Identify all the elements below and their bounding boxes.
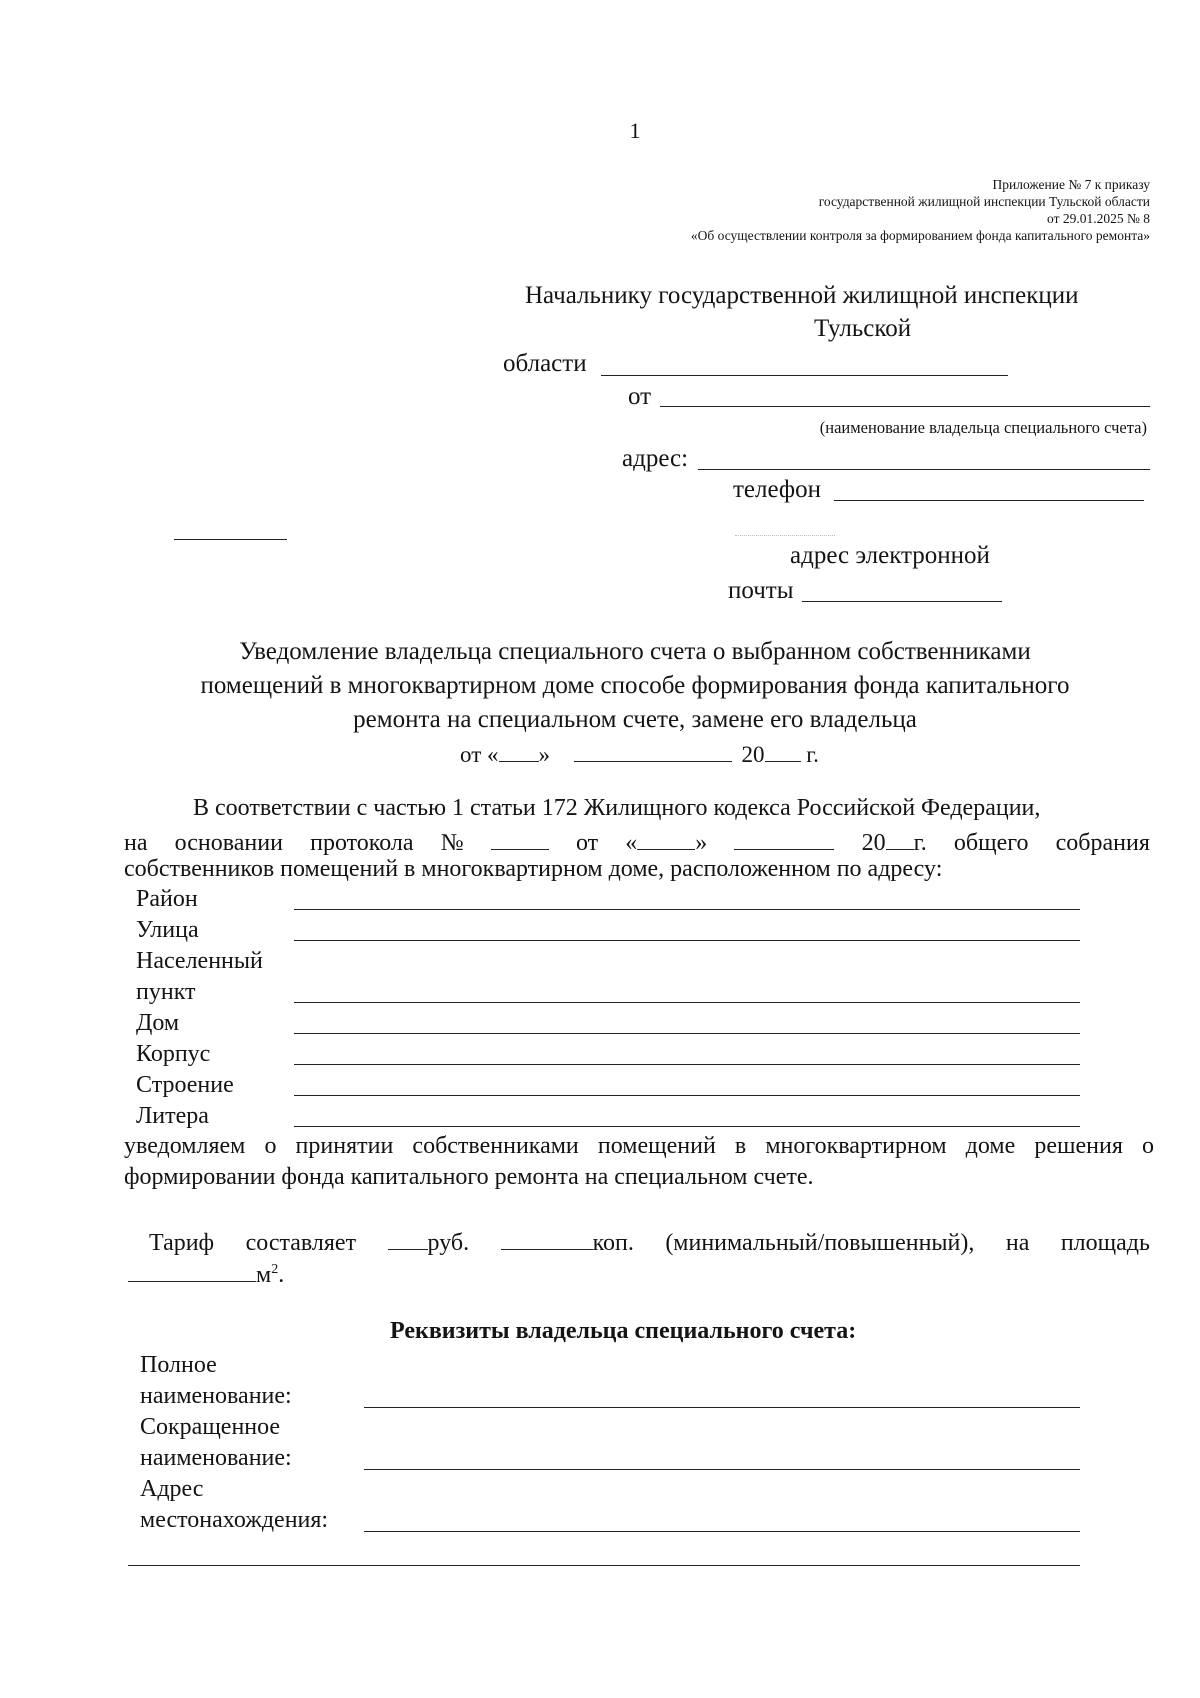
title-line-2: помещений в многоквартирном доме способе формирования фонда капитального xyxy=(200,672,1070,699)
title-date-year: 20 xyxy=(741,742,765,767)
paragraph-2-line-2: формировании фонда капитального ремонта на специальном счете. xyxy=(124,1164,814,1190)
addressee-line-1: Начальнику государственной жилищной инспекции xyxy=(525,282,1079,309)
field-letter: Литера xyxy=(136,1103,209,1129)
title-date-g: г. xyxy=(806,742,819,767)
title-date-from: от « xyxy=(460,742,499,767)
p1-w5: от xyxy=(575,830,599,856)
title-line-3: ремонта на специальном счете, замене его владельца xyxy=(353,706,917,733)
annex-line-1: Приложение № 7 к приказу xyxy=(992,177,1150,192)
tariff-line-2 xyxy=(128,1257,284,1289)
annex-line-3: от 29.01.2025 № 8 xyxy=(1047,211,1150,226)
house-blank-line xyxy=(294,1033,1080,1034)
tariff-kop-blank xyxy=(501,1225,593,1250)
req-short-name-1: Сокращенное xyxy=(140,1414,281,1440)
document-title xyxy=(0,635,1200,737)
req-full-name-2: наименование: xyxy=(140,1383,292,1409)
title-date xyxy=(460,738,819,768)
address-blank-line xyxy=(698,469,1150,470)
requisites-heading: Реквизиты владельца специального счета: xyxy=(390,1318,857,1344)
title-month-blank xyxy=(574,738,732,762)
title-day-blank xyxy=(499,738,539,762)
tariff-w1: Тариф xyxy=(149,1230,215,1256)
annex-line-4: «Об осуществлении контроля за формированием фонда капитального ремонта» xyxy=(690,228,1150,243)
protocol-number-blank xyxy=(491,825,549,850)
email-label-1: адрес электронной xyxy=(790,542,990,569)
protocol-month-blank xyxy=(734,825,834,850)
left-short-line xyxy=(174,539,287,540)
req-address-1: Адрес xyxy=(140,1476,204,1502)
final-blank-line xyxy=(128,1565,1080,1566)
field-district: Район xyxy=(136,886,198,912)
building-blank-line xyxy=(294,1064,1080,1065)
email-label-2: почты xyxy=(728,577,794,604)
scan-smudge xyxy=(735,535,835,536)
address-location-blank-line xyxy=(364,1531,1080,1532)
tariff-w6: на xyxy=(1005,1230,1030,1256)
short-name-blank-line xyxy=(364,1469,1080,1470)
p1-w3: протокола xyxy=(310,830,414,856)
field-settlement-1: Населенный xyxy=(136,948,263,974)
p1-w1: на xyxy=(124,830,148,856)
title-year-blank xyxy=(765,738,801,762)
tariff-unit-end: . xyxy=(278,1262,285,1288)
street-blank-line xyxy=(294,940,1080,941)
tariff-w3: руб. xyxy=(427,1230,470,1256)
from-blank-line xyxy=(660,406,1150,407)
tariff-unit-sup: 2 xyxy=(271,1262,279,1277)
p1-w2: основании xyxy=(174,830,283,856)
p1-w11: собрания xyxy=(1055,830,1150,856)
annex-line-2: государственной жилищной инспекции Тульской области xyxy=(818,194,1150,209)
paragraph-1-line-1: В соответствии с частью 1 статьи 172 Жилищного кодекса Российской Федерации, xyxy=(193,795,1041,821)
protocol-year-blank xyxy=(886,825,914,850)
p1-w8: 20 xyxy=(861,830,886,856)
req-short-name-2: наименование: xyxy=(140,1445,292,1471)
page-number: 1 xyxy=(629,118,641,143)
paragraph-2-line-1: уведомляем о принятии собственниками помещений в многоквартирном доме решения о xyxy=(124,1133,1154,1159)
tariff-rub-blank xyxy=(388,1225,428,1250)
req-address-2: местонахождения: xyxy=(140,1507,329,1533)
address-label: адрес: xyxy=(622,445,689,472)
title-date-close: » xyxy=(538,742,550,767)
tariff-w7: площадь xyxy=(1060,1230,1150,1256)
from-hint: (наименование владельца специального счета) xyxy=(819,418,1147,437)
email-blank-line xyxy=(802,601,1002,602)
tariff-w2: составляет xyxy=(245,1230,357,1256)
settlement-blank-line xyxy=(294,1002,1080,1003)
p1-w7: » xyxy=(695,830,708,856)
tariff-line-1 xyxy=(149,1225,1150,1257)
field-street: Улица xyxy=(136,917,199,943)
phone-blank-line xyxy=(834,500,1144,501)
field-settlement-2: пункт xyxy=(136,979,196,1005)
addressee-line-2: Тульской xyxy=(814,315,912,342)
letter-blank-line xyxy=(294,1126,1080,1127)
paragraph-1-line-2 xyxy=(124,825,1150,857)
field-house: Дом xyxy=(136,1010,180,1036)
full-name-blank-line xyxy=(364,1407,1080,1408)
tariff-w5: (минимальный/повышенный), xyxy=(665,1230,975,1256)
tariff-unit: м xyxy=(256,1262,272,1288)
p1-w4: № xyxy=(440,830,464,856)
p1-w6: « xyxy=(625,830,638,856)
req-full-name-1: Полное xyxy=(140,1352,217,1378)
annex-header xyxy=(691,176,1150,244)
title-line-1: Уведомление владельца специального счета о выбранном собственниками xyxy=(239,638,1031,665)
field-structure: Строение xyxy=(136,1072,234,1098)
addressee-region-label: области xyxy=(503,350,587,377)
structure-blank-line xyxy=(294,1095,1080,1096)
p1-w10: общего xyxy=(953,830,1029,856)
region-blank-line xyxy=(601,375,1008,376)
paragraph-1-line-3: собственников помещений в многоквартирном доме, расположенном по адресу: xyxy=(124,856,943,882)
tariff-area-blank xyxy=(128,1257,256,1282)
district-blank-line xyxy=(294,909,1080,910)
protocol-day-blank xyxy=(637,825,695,850)
from-label: от xyxy=(628,383,652,410)
p1-w9: г. xyxy=(913,830,927,856)
field-building: Корпус xyxy=(136,1041,211,1067)
phone-label: телефон xyxy=(733,476,821,503)
tariff-w4: коп. xyxy=(592,1230,634,1256)
